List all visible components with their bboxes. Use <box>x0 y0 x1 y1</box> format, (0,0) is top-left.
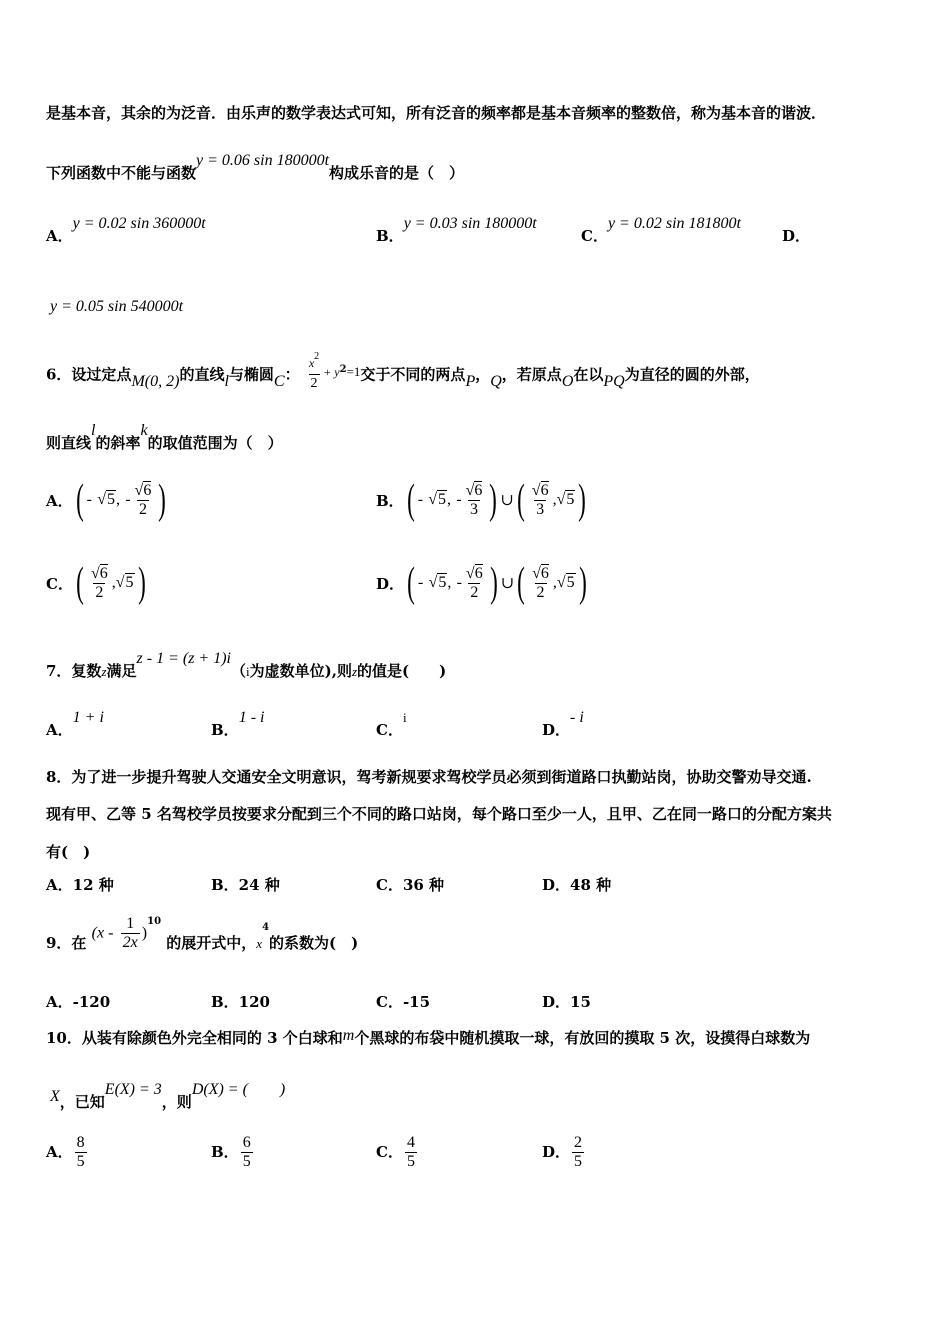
q10-option-a <box>46 1134 89 1171</box>
q6-text-1: 的直线 <box>179 365 225 384</box>
q7-option-a-label: A． <box>46 721 73 739</box>
q6-point-q: Q <box>490 372 502 390</box>
q7-option-d-value: - i <box>570 709 584 726</box>
q6-option-b: B． ( - √5 , - $\frac{√6}{3}$ ) ∪ ( $\frac{√6}{3}$ , √5 ) <box>376 477 587 523</box>
q6-origin-o: O <box>561 372 574 390</box>
q5-option-d-text: y = 0.05 sin 540000t <box>50 298 184 315</box>
q6-line-2-text-b: 的斜率 <box>95 434 141 452</box>
q6-slope-k: k <box>140 422 148 439</box>
q9-text-1: 的展开式中， <box>166 933 257 952</box>
q6-ellipse-y: + y <box>323 364 340 379</box>
q10-option-d-frac: $\frac{2}{5}$ <box>574 1134 583 1170</box>
q10-text-1: ，已知 <box>59 1093 105 1111</box>
q9-option-a: A．-120 <box>46 993 111 1011</box>
q10-option-c-label: C． <box>376 1142 403 1161</box>
q6-option-c-label: C． <box>46 574 73 593</box>
q6-option-d-label: D． <box>376 574 405 593</box>
q5-option-d-formula <box>50 297 183 316</box>
q9-stem <box>46 915 910 952</box>
q10-text-a: 10．从装有除颜色外完全相同的 3 个白球和 <box>46 1029 343 1047</box>
q6-option-d-frac-1: $\frac{√6}{2}$ <box>465 564 483 601</box>
q10-option-b-label: B． <box>211 1142 239 1161</box>
q9-x-power: 4 <box>262 921 270 933</box>
q7-option-c <box>376 706 407 739</box>
q7-text-2: （ <box>231 662 247 680</box>
q8-option-d: D．48 种 <box>542 876 612 894</box>
q5-option-c-formula: y = 0.02 sin 181800t <box>607 215 741 232</box>
q10-line-2 <box>50 1081 910 1112</box>
q6-option-d-union: ∪ <box>500 575 515 592</box>
intro-line-1: 是基本音，其余的为泛音．由乐声的数学表达式可知，所有泛音的频率都是基本音频率的整数倍，称为基本音的谐波． <box>46 104 827 122</box>
q6-ellipse-c: C <box>273 372 285 390</box>
q9-expr-left: (x - <box>91 924 114 942</box>
q7-option-b-label: B． <box>211 721 239 739</box>
q6-option-b-label: B． <box>376 491 404 510</box>
q5-option-a <box>46 212 206 245</box>
q9-number: 9．在 <box>46 933 87 952</box>
q7-text-1: 满足 <box>106 662 137 680</box>
q6-option-a-label: A． <box>46 491 73 510</box>
q8-line-2: 现有甲、乙等 5 名驾校学员按要求分配到三个不同的路口站岗，每个路口至少一人，且甲、乙在同一路口的分配方案共 <box>46 805 832 823</box>
q7-option-c-value: i <box>402 710 407 725</box>
q6-option-a-sqrt5: √5 <box>97 491 115 508</box>
q6-option-d-frac-2: $\frac{√6}{2}$ <box>532 564 549 601</box>
q5-option-b <box>376 212 537 245</box>
intro-line-2-post: 构成乐音的是（ ） <box>329 164 465 182</box>
q9-fraction: $\frac{1}{2x}$ <box>122 915 138 951</box>
q7-number: 7．复数 <box>46 662 102 680</box>
q9-power: 10 <box>147 915 162 927</box>
q7-option-d <box>542 706 584 739</box>
q7-option-b-value: 1 - i <box>238 709 265 726</box>
q7-z-2: z <box>351 664 358 679</box>
q6-ellipse-x-square: 2 <box>314 351 320 362</box>
q9-expr-right: ) <box>141 924 148 942</box>
q9-text-2: 的系数为( ) <box>269 933 359 952</box>
q6-line-l: l <box>224 372 229 390</box>
q6-text-4: ，若原点 <box>501 365 562 384</box>
q9-x: x <box>256 935 263 951</box>
q10-option-b <box>211 1134 255 1171</box>
q9-option-b: B．120 <box>211 993 270 1011</box>
q6-text-6: 为直径的圆的外部， <box>624 365 760 384</box>
q7-stem <box>46 650 910 681</box>
q6-option-a-rparen: ) <box>158 477 167 523</box>
intro-line-2-pre: 下列函数中不能与函数 <box>46 164 197 182</box>
q8-option-c: C．36 种 <box>376 876 445 894</box>
q6-text-3: 交于不同的两点 <box>360 365 466 384</box>
q6-option-b-frac-2: $\frac{√6}{3}$ <box>531 481 549 518</box>
q6-ellipse-x: x <box>308 356 315 370</box>
q7-text-4: 的值是( ) <box>357 662 447 680</box>
q10-option-b-frac: $\frac{6}{5}$ <box>242 1134 251 1170</box>
q6-line-1 <box>46 351 910 395</box>
q6-text-5: 在以 <box>573 365 604 384</box>
q5-option-d-label: D． <box>782 227 811 245</box>
q6-option-a-frac: $\frac{√6}{2}$ <box>134 481 152 518</box>
q10-text-2: ，则 <box>161 1093 192 1111</box>
q6-line-2-text-a: 则直线 <box>46 434 92 452</box>
q10-variance: D(X) = ( ) <box>191 1081 286 1098</box>
q10-expectation: E(X) = 3 <box>104 1081 162 1098</box>
q6-option-c-frac: $\frac{√6}{2}$ <box>90 564 108 601</box>
q10-option-c <box>376 1134 419 1171</box>
q7-option-c-label: C． <box>376 721 403 739</box>
q8-option-b: B．24 种 <box>211 876 280 894</box>
q6-ellipse-y-square: 2 <box>339 363 347 375</box>
q6-option-a-lparen: ( <box>75 477 84 523</box>
q7-i: i <box>246 664 250 679</box>
q6-colon: ： <box>284 365 300 384</box>
q6-point-m: M(0, 2) <box>131 372 180 390</box>
q7-text-3: 为虚数单位),则 <box>249 662 352 680</box>
q10-option-c-frac: $\frac{4}{5}$ <box>406 1134 415 1170</box>
q10-x: X <box>50 1088 60 1105</box>
q10-text-b: 个黑球的布袋中随机摸取一球，有放回的摸取 5 次，设摸得白球数为 <box>354 1029 811 1047</box>
q9-option-d: D．15 <box>542 993 591 1011</box>
q7-option-a-value: 1 + i <box>72 709 104 726</box>
intro-line-2 <box>46 152 910 183</box>
q6-line-2-text-c: 的取值范围为（ ） <box>147 434 283 452</box>
q10-option-a-frac: $\frac{8}{5}$ <box>76 1134 85 1170</box>
q9-option-c: C．-15 <box>376 993 431 1011</box>
q5-option-b-label: B． <box>376 227 404 245</box>
q6-text-2: 与椭圆 <box>228 365 274 384</box>
q6-point-p: P <box>465 372 476 390</box>
q5-option-a-label: A． <box>46 227 73 245</box>
q10-option-d-label: D． <box>542 1142 571 1161</box>
q7-z: z <box>101 664 107 679</box>
q8-line-3: 有( ) <box>46 843 91 861</box>
q7-equation: z - 1 = (z + 1)i <box>136 650 231 667</box>
q6-comma: ， <box>475 365 491 384</box>
q5-option-b-formula: y = 0.03 sin 180000t <box>403 215 537 232</box>
q10-line-1 <box>46 1027 910 1048</box>
q6-option-a: A． ( - √5 , - $\frac{√6}{2}$ ) <box>46 477 167 523</box>
q7-option-d-label: D． <box>542 721 571 739</box>
q6-ellipse-fraction <box>307 351 321 393</box>
q6-line-2 <box>46 422 910 453</box>
q6-segment-pq: PQ <box>603 372 625 390</box>
intro-formula: y = 0.06 sin 180000t <box>196 152 330 169</box>
q10-option-a-label: A． <box>46 1142 73 1161</box>
q5-option-c <box>581 212 741 245</box>
q7-option-a <box>46 706 104 739</box>
q6-ellipse-equals: =1 <box>346 363 361 379</box>
q6-option-c: C． ( $\frac{√6}{2}$ , √5 ) <box>46 560 146 606</box>
q6-line-2-l: l <box>91 422 96 439</box>
q8-line-1: 8．为了进一步提升驾驶人交通安全文明意识，驾考新规要求驾校学员必须到街道路口执勤站岗，协助交警劝导交通. <box>46 768 812 786</box>
q6-option-d: D． ( - √5 , - $\frac{√6}{2}$ ) ∪ ( $\frac{√6}{2}$ , √5 ) <box>376 560 587 606</box>
q6-option-a-neg1: - <box>86 491 92 508</box>
q10-option-d <box>542 1134 586 1171</box>
q10-m: m <box>342 1027 355 1044</box>
q6-ellipse-denominator: 2 <box>310 376 318 391</box>
q6-number: 6．设过定点 <box>46 365 132 384</box>
q6-option-b-union: ∪ <box>500 492 514 509</box>
q7-option-b <box>211 706 265 739</box>
q8-option-a: A．12 种 <box>46 876 114 894</box>
q5-option-a-formula: y = 0.02 sin 360000t <box>72 215 206 232</box>
q5-option-c-label: C． <box>581 227 608 245</box>
q6-option-b-frac-1: $\frac{√6}{3}$ <box>465 481 483 518</box>
